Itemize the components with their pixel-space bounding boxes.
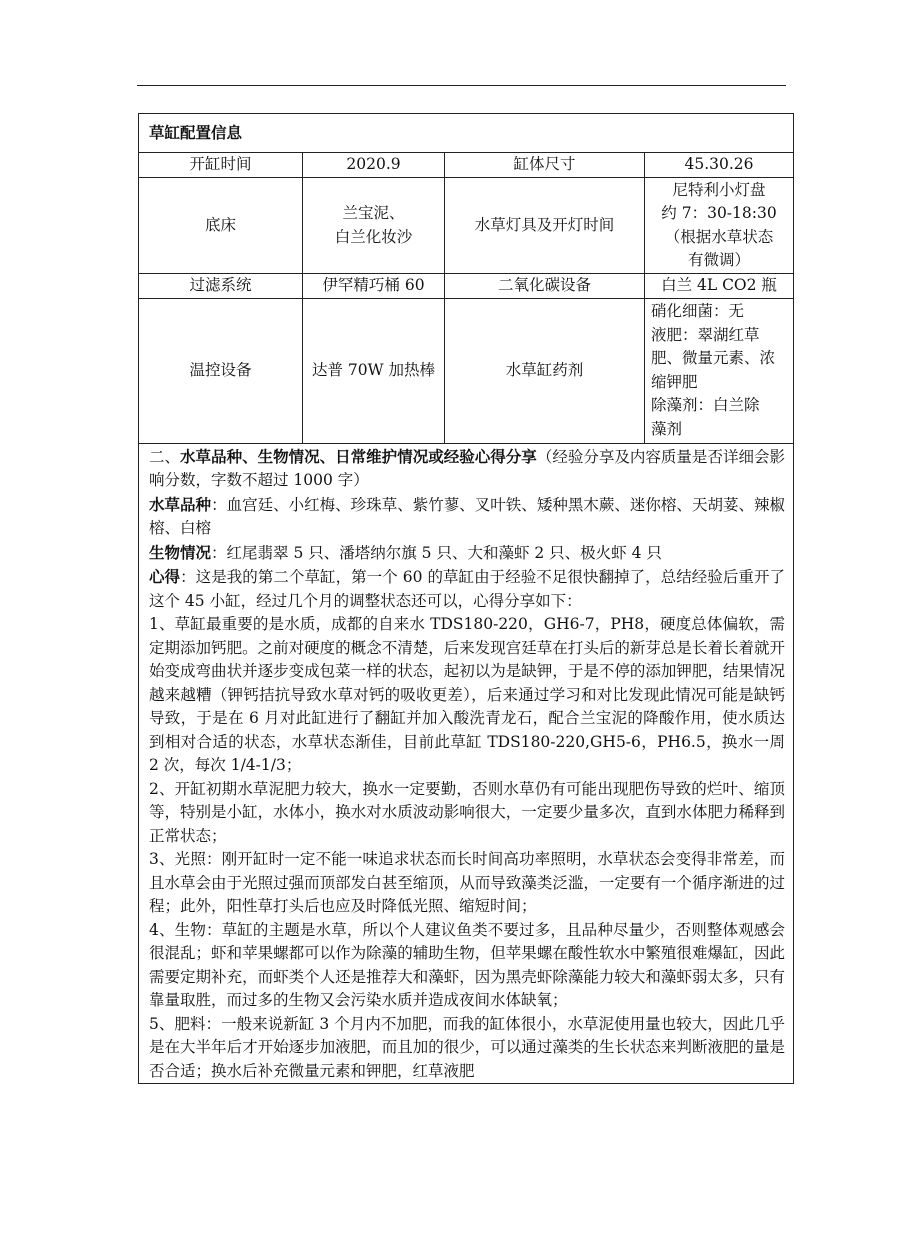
meds-label: 水草缸药剂 bbox=[445, 298, 645, 443]
insight-text: ：这是我的第二个草缸，第一个 60 的草缸由于经验不足很快翻掉了，总结经验后重开了这个 45 小缸，经过几个月的调整状态还可以，心得分享如下： bbox=[149, 568, 786, 610]
tank-size-label: 缸体尺寸 bbox=[445, 153, 645, 178]
meds-line-6: 藻剂 bbox=[651, 419, 683, 438]
tip-1: 1、草缸最重要的是水质，成都的自来水 TDS180-220，GH6-7，PH8，硬度总体偏软，需定期添加钙肥。之前对硬度的概念不清楚，后来发现宫廷草在打头后的新芽总是长着长着就开始变成弯曲状并逐步变成包菜一样的状态，起初以为是缺钾，于是不停的添加钾肥，结果情况越来越糟（钾钙拮抗导致水草对钙的吸收更差），后来通过学习和对比发现此情况可能是缺钙导致，于是在 6 月对此缸进行了翻缸并加入酸洗青龙石，配合兰宝泥的降酸作用，使水质达到相对合适的状态，水草状态渐佳，目前此草缸 TDS180-220,GH5-6，PH6.5，换水一周 2 次，每次 1/4-1/3； bbox=[149, 615, 786, 774]
animals-paragraph bbox=[149, 541, 785, 566]
lamp-label: 水草灯具及开灯时间 bbox=[445, 178, 645, 274]
temp-value: 达普 70W 加热棒 bbox=[303, 298, 445, 443]
substrate-label: 底床 bbox=[139, 178, 303, 274]
tank-size-value: 45.30.26 bbox=[645, 153, 794, 178]
lamp-line-4: 有微调） bbox=[688, 251, 751, 269]
tip-3: 3、光照：刚开缸时一定不能一味追求状态而长时间高功率照明，水草状态会变得非常差，而且水草会由于光照过强而顶部发白甚至缩顶，从而导致藻类泛滥，一定要有一个循序渐进的过程；此外，阳性草打头后也应及时降低光照、缩短时间； bbox=[149, 850, 786, 915]
meds-line-5: 除藻剂：白兰除 bbox=[651, 396, 760, 414]
section-note: （经验分享及内容质量是否详细会影响分数，字数不超过 1000 字） bbox=[149, 447, 785, 489]
plants-paragraph bbox=[149, 493, 785, 541]
section-prefix: 二、 bbox=[149, 447, 181, 466]
co2-label: 二氧化碳设备 bbox=[445, 274, 645, 299]
plants-label: 水草品种 bbox=[149, 494, 212, 514]
insight-paragraph bbox=[149, 565, 785, 613]
substrate-line-2: 白兰化妆沙 bbox=[334, 227, 413, 246]
header-rule bbox=[137, 85, 786, 86]
substrate-value bbox=[303, 178, 445, 274]
experience-section bbox=[139, 443, 794, 1084]
meds-line-2: 液肥：翠湖红草 bbox=[651, 325, 760, 344]
meds-value bbox=[645, 298, 794, 443]
tip-2: 2、开缸初期水草泥肥力较大，换水一定要勤，否则水草仍有可能出现肥伤导致的烂叶、缩顶等，特别是小缸，水体小，换水对水质波动影响很大，一定要少量多次，直到水体肥力稀释到正常状态； bbox=[149, 779, 786, 845]
meds-line-3: 肥、微量元素、浓 bbox=[651, 349, 776, 367]
open-time-value: 2020.9 bbox=[303, 153, 445, 178]
lamp-line-3: （根据水草状态 bbox=[664, 227, 774, 246]
animals-text: ：红尾翡翠 5 只、潘塔纳尔旗 5 只、大和藻虾 2 只、极火虾 4 只 bbox=[211, 543, 662, 562]
lamp-line-1: 尼特利小灯盘 bbox=[672, 180, 766, 199]
co2-value: 白兰 4L CO2 瓶 bbox=[645, 274, 794, 299]
filter-label: 过滤系统 bbox=[139, 274, 303, 299]
config-table bbox=[138, 113, 794, 1084]
substrate-line-1: 兰宝泥、 bbox=[342, 204, 405, 222]
tip-4: 4、生物：草缸的主题是水草，所以个人建议鱼类不要过多，且品种尽量少，否则整体观感会很混乱；虾和苹果螺都可以作为除藻的辅助生物，但苹果螺在酸性软水中繁殖很难爆缸，因此需要定期补充，而虾类个人还是推荐大和藻虾，因为黑壳虾除藻能力较大和藻虾弱太多，只有靠量取胜，而过多的生物又会污染水质并造成夜间水体缺氧； bbox=[149, 920, 786, 1009]
meds-line-4: 缩钾肥 bbox=[651, 372, 698, 391]
tip-5: 5、肥料：一般来说新缸 3 个月内不加肥，而我的缸体很小，水草泥使用量也较大，因此几乎是在大半年后才开始逐步加液肥，而且加的很少，可以通过藻类的生长状态来判断液肥的量是否合适；换水后补充微量元素和钾肥，红草液肥 bbox=[149, 1014, 786, 1080]
meds-line-1: 硝化细菌：无 bbox=[651, 302, 745, 320]
section-heading bbox=[149, 445, 785, 493]
section-title: 水草品种、生物情况、日常维护情况或经验心得分享 bbox=[180, 446, 537, 466]
open-time-label: 开缸时间 bbox=[139, 153, 303, 178]
lamp-value bbox=[645, 178, 794, 274]
animals-label: 生物情况 bbox=[149, 542, 212, 562]
table-title: 草缸配置信息 bbox=[139, 114, 794, 153]
plants-text: ：血宫廷、小红梅、珍珠草、紫竹蓼、叉叶铁、矮种黑木蕨、迷你榕、天胡荽、辣椒榕、白榕 bbox=[149, 495, 786, 537]
filter-value: 伊罕精巧桶 60 bbox=[303, 274, 445, 299]
lamp-line-2: 约 7：30-18:30 bbox=[661, 204, 777, 222]
insight-label: 心得 bbox=[149, 567, 181, 586]
temp-label: 温控设备 bbox=[139, 298, 303, 443]
